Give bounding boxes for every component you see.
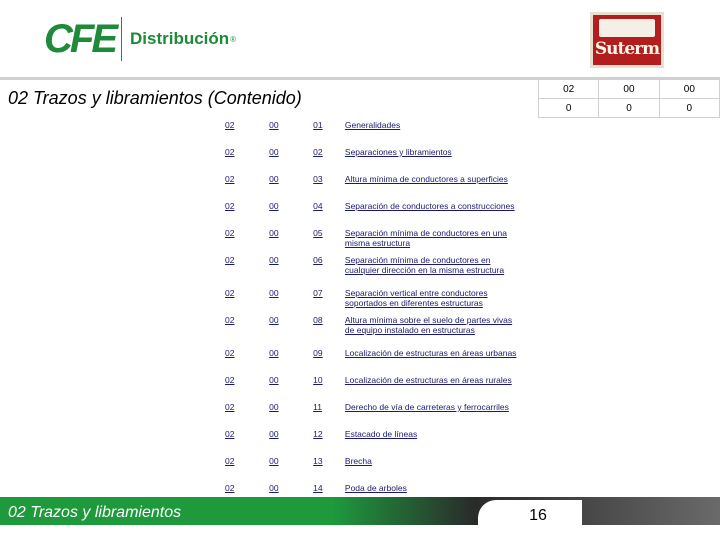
contents-code-1[interactable]: 02 xyxy=(225,147,235,157)
contents-code-2[interactable]: 00 xyxy=(269,147,279,157)
contents-code-2[interactable]: 00 xyxy=(269,429,279,439)
contents-code-2[interactable]: 00 xyxy=(269,315,279,325)
contents-code-1[interactable]: 02 xyxy=(225,483,235,493)
contents-row xyxy=(219,456,519,483)
cfe-logo-subtitle: Distribución xyxy=(130,29,230,48)
page-number: 16 xyxy=(478,500,582,532)
header-code-cell: 0 xyxy=(599,99,659,118)
page-title: 02 Trazos y libramientos (Contenido) xyxy=(8,88,302,108)
contents-row xyxy=(219,288,519,315)
contents-code-3[interactable]: 08 xyxy=(313,315,323,325)
contents-code-3[interactable]: 05 xyxy=(313,228,323,238)
contents-code-1[interactable]: 02 xyxy=(225,348,235,358)
contents-code-3[interactable]: 10 xyxy=(313,375,323,385)
contents-code-2[interactable]: 00 xyxy=(269,255,279,265)
header-code-cell: 00 xyxy=(659,80,719,99)
contents-row xyxy=(219,255,519,288)
contents-code-1[interactable]: 02 xyxy=(225,456,235,466)
contents-link[interactable]: Localización de estructuras en áreas rurales xyxy=(344,375,512,385)
contents-code-2[interactable]: 00 xyxy=(269,483,279,493)
cfe-logo-mark: CFE xyxy=(44,17,115,61)
cfe-logo-divider xyxy=(121,17,122,61)
contents-link[interactable]: Altura mínima sobre el suelo de partes vivas de equipo instalado en estructuras xyxy=(344,315,513,335)
header-code-cell: 00 xyxy=(599,80,659,99)
contents-code-1[interactable]: 02 xyxy=(225,288,235,298)
contents-code-1[interactable]: 02 xyxy=(225,315,235,325)
contents-code-3[interactable]: 01 xyxy=(313,120,323,130)
contents-row xyxy=(219,429,519,456)
contents-link[interactable]: Derecho de vía de carreteras y ferrocarriles xyxy=(344,402,509,412)
contents-link[interactable]: Separación mínima de conductores en una misma estructura xyxy=(344,228,507,248)
contents-link[interactable]: Separación de conductores a construcciones xyxy=(344,201,515,211)
contents-code-2[interactable]: 00 xyxy=(269,228,279,238)
contents-row xyxy=(219,315,519,348)
contents-code-2[interactable]: 00 xyxy=(269,288,279,298)
contents-link[interactable]: Separaciones y libramientos xyxy=(344,147,452,157)
contents-row xyxy=(219,402,519,429)
contents-code-3[interactable]: 02 xyxy=(313,147,323,157)
header-code-row xyxy=(539,99,720,118)
contents-link[interactable]: Poda de arboles xyxy=(344,483,407,493)
contents-code-2[interactable]: 00 xyxy=(269,456,279,466)
contents-row xyxy=(219,483,519,497)
contents-code-2[interactable]: 00 xyxy=(269,348,279,358)
contents-table xyxy=(219,120,519,497)
contents-code-1[interactable]: 02 xyxy=(225,402,235,412)
contents-row xyxy=(219,201,519,228)
contents-code-2[interactable]: 00 xyxy=(269,120,279,130)
contents-code-1[interactable]: 02 xyxy=(225,429,235,439)
contents-code-2[interactable]: 00 xyxy=(269,402,279,412)
contents-code-1[interactable]: 02 xyxy=(225,174,235,184)
contents-link[interactable]: Altura mínima de conductores a superficies xyxy=(344,174,508,184)
contents-code-2[interactable]: 00 xyxy=(269,174,279,184)
contents-row xyxy=(219,147,519,174)
header-code-cell: 0 xyxy=(659,99,719,118)
header-code-cell: 02 xyxy=(539,80,599,99)
contents-code-3[interactable]: 14 xyxy=(313,483,323,493)
contents-link[interactable]: Separación vertical entre conductores soportados en diferentes estructuras xyxy=(344,288,488,308)
cfe-logo xyxy=(44,14,236,64)
contents-code-1[interactable]: 02 xyxy=(225,120,235,130)
cfe-registered-mark: ® xyxy=(230,34,237,44)
contents-code-3[interactable]: 09 xyxy=(313,348,323,358)
contents-row xyxy=(219,228,519,255)
suterm-logo xyxy=(590,12,664,68)
footer-label: 02 Trazos y libramientos xyxy=(8,504,182,521)
contents-code-3[interactable]: 11 xyxy=(313,402,322,412)
contents-code-1[interactable]: 02 xyxy=(225,375,235,385)
header-code-row xyxy=(539,80,720,99)
contents-code-2[interactable]: 00 xyxy=(269,375,279,385)
contents-code-1[interactable]: 02 xyxy=(225,201,235,211)
contents-link[interactable]: Brecha xyxy=(344,456,372,466)
contents-link[interactable]: Generalidades xyxy=(344,120,401,130)
contents-code-2[interactable]: 00 xyxy=(269,201,279,211)
contents-code-3[interactable]: 04 xyxy=(313,201,323,211)
contents-code-1[interactable]: 02 xyxy=(225,228,235,238)
contents-row xyxy=(219,375,519,402)
contents-link[interactable]: Localización de estructuras en áreas urbanas xyxy=(344,348,517,358)
contents-code-3[interactable]: 06 xyxy=(313,255,323,265)
contents-link[interactable]: Estacado de líneas xyxy=(344,429,418,439)
suterm-logo-emblem xyxy=(599,19,655,37)
contents-row xyxy=(219,174,519,201)
contents-link[interactable]: Separación mínima de conductores en cualquier dirección en la misma estructura xyxy=(344,255,505,275)
header-code-cell: 0 xyxy=(539,99,599,118)
contents-code-3[interactable]: 13 xyxy=(313,456,323,466)
header-code-table xyxy=(538,79,720,118)
contents-code-1[interactable]: 02 xyxy=(225,255,235,265)
contents-row xyxy=(219,348,519,375)
contents-code-3[interactable]: 07 xyxy=(313,288,323,298)
contents-code-3[interactable]: 03 xyxy=(313,174,323,184)
contents-code-3[interactable]: 12 xyxy=(313,429,323,439)
contents-row xyxy=(219,120,519,147)
suterm-logo-text: Suterm xyxy=(594,39,660,59)
